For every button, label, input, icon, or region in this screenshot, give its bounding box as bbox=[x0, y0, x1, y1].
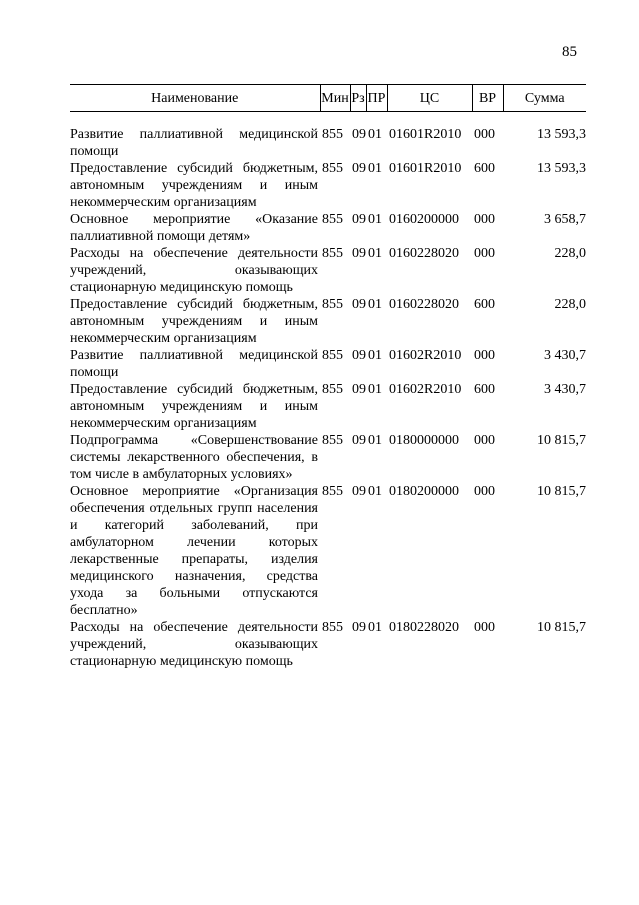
row-min: 855 bbox=[322, 348, 343, 363]
row-cs: 01602R2010 bbox=[389, 348, 462, 363]
row-name: Основное мероприятие «Организация обеспечения отдельных групп населения и категорий заболеваний, при амбулаторном лечении которых лекарственные препараты, изделия медицинского назначения, средства ухода за больными отпускаются бесплатно» bbox=[70, 484, 318, 618]
row-pr: 01 bbox=[368, 620, 382, 635]
header-cs: ЦС bbox=[387, 85, 472, 112]
row-name: Развитие паллиативной медицинской помощи bbox=[70, 127, 318, 159]
row-cs: 01602R2010 bbox=[389, 382, 462, 397]
row-name: Расходы на обеспечение деятельности учреждений, оказывающих стационарную медицинскую помощь bbox=[70, 246, 318, 295]
row-min: 855 bbox=[322, 297, 343, 312]
table-row bbox=[70, 347, 586, 381]
row-vr: 600 bbox=[474, 297, 495, 312]
row-cs: 01601R2010 bbox=[389, 161, 462, 176]
table-row bbox=[70, 211, 586, 245]
row-vr: 000 bbox=[474, 212, 495, 227]
row-name: Развитие паллиативной медицинской помощи bbox=[70, 348, 318, 380]
row-min: 855 bbox=[322, 127, 343, 142]
header-rz: Рз bbox=[350, 85, 366, 112]
row-rz: 09 bbox=[352, 297, 366, 312]
row-sum: 3 430,7 bbox=[544, 382, 586, 397]
row-pr: 01 bbox=[368, 127, 382, 142]
row-cs: 0180228020 bbox=[389, 620, 459, 635]
row-min: 855 bbox=[322, 161, 343, 176]
row-rz: 09 bbox=[352, 620, 366, 635]
row-sum: 10 815,7 bbox=[537, 433, 586, 448]
row-cs: 0180000000 bbox=[389, 433, 459, 448]
table-row bbox=[70, 296, 586, 347]
row-rz: 09 bbox=[352, 127, 366, 142]
row-sum: 10 815,7 bbox=[537, 620, 586, 635]
row-rz: 09 bbox=[352, 484, 366, 499]
row-pr: 01 bbox=[368, 212, 382, 227]
row-vr: 000 bbox=[474, 484, 495, 499]
row-sum: 13 593,3 bbox=[537, 127, 586, 142]
header-sum: Сумма bbox=[503, 85, 586, 112]
row-rz: 09 bbox=[352, 161, 366, 176]
row-sum: 10 815,7 bbox=[537, 484, 586, 499]
row-cs: 0160228020 bbox=[389, 246, 459, 261]
row-pr: 01 bbox=[368, 433, 382, 448]
row-pr: 01 bbox=[368, 246, 382, 261]
row-vr: 600 bbox=[474, 382, 495, 397]
budget-table bbox=[70, 84, 586, 670]
row-vr: 000 bbox=[474, 348, 495, 363]
row-name: Предоставление субсидий бюджетным, автономным учреждениям и иным некоммерческим организациям bbox=[70, 161, 318, 210]
row-cs: 0180200000 bbox=[389, 484, 459, 499]
row-rz: 09 bbox=[352, 246, 366, 261]
row-vr: 000 bbox=[474, 620, 495, 635]
row-sum: 3 430,7 bbox=[544, 348, 586, 363]
header-spacer bbox=[70, 112, 586, 127]
row-name: Расходы на обеспечение деятельности учреждений, оказывающих стационарную медицинскую помощь bbox=[70, 620, 318, 669]
row-min: 855 bbox=[322, 212, 343, 227]
row-cs: 01601R2010 bbox=[389, 127, 462, 142]
row-sum: 228,0 bbox=[554, 297, 586, 312]
row-name: Основное мероприятие «Оказание паллиативной помощи детям» bbox=[70, 212, 318, 244]
page-number: 85 bbox=[562, 44, 577, 60]
table-header-row bbox=[70, 85, 586, 112]
row-pr: 01 bbox=[368, 484, 382, 499]
row-rz: 09 bbox=[352, 382, 366, 397]
header-min: Мин bbox=[320, 85, 350, 112]
table-row bbox=[70, 619, 586, 670]
row-name: Предоставление субсидий бюджетным, автономным учреждениям и иным некоммерческим организациям bbox=[70, 297, 318, 346]
row-sum: 3 658,7 bbox=[544, 212, 586, 227]
header-vr: ВР bbox=[472, 85, 503, 112]
row-rz: 09 bbox=[352, 348, 366, 363]
row-min: 855 bbox=[322, 382, 343, 397]
row-name: Предоставление субсидий бюджетным, автономным учреждениям и иным некоммерческим организациям bbox=[70, 382, 318, 431]
row-min: 855 bbox=[322, 620, 343, 635]
table-row bbox=[70, 160, 586, 211]
row-sum: 13 593,3 bbox=[537, 161, 586, 176]
row-min: 855 bbox=[322, 433, 343, 448]
row-sum: 228,0 bbox=[554, 246, 586, 261]
row-vr: 000 bbox=[474, 127, 495, 142]
header-name: Наименование bbox=[70, 85, 320, 112]
row-pr: 01 bbox=[368, 297, 382, 312]
table-row bbox=[70, 483, 586, 619]
row-min: 855 bbox=[322, 484, 343, 499]
row-rz: 09 bbox=[352, 433, 366, 448]
row-vr: 600 bbox=[474, 161, 495, 176]
row-vr: 000 bbox=[474, 433, 495, 448]
table-row bbox=[70, 245, 586, 296]
table-row bbox=[70, 381, 586, 432]
row-cs: 0160228020 bbox=[389, 297, 459, 312]
table-row bbox=[70, 126, 586, 160]
row-rz: 09 bbox=[352, 212, 366, 227]
row-min: 855 bbox=[322, 246, 343, 261]
row-name: Подпрограмма «Совершенствование системы лекарственного обеспечения, в том числе в амбулаторных условиях» bbox=[70, 433, 318, 482]
row-pr: 01 bbox=[368, 161, 382, 176]
header-pr: ПР bbox=[366, 85, 387, 112]
table-row bbox=[70, 432, 586, 483]
row-vr: 000 bbox=[474, 246, 495, 261]
row-pr: 01 bbox=[368, 382, 382, 397]
row-pr: 01 bbox=[368, 348, 382, 363]
row-cs: 0160200000 bbox=[389, 212, 459, 227]
